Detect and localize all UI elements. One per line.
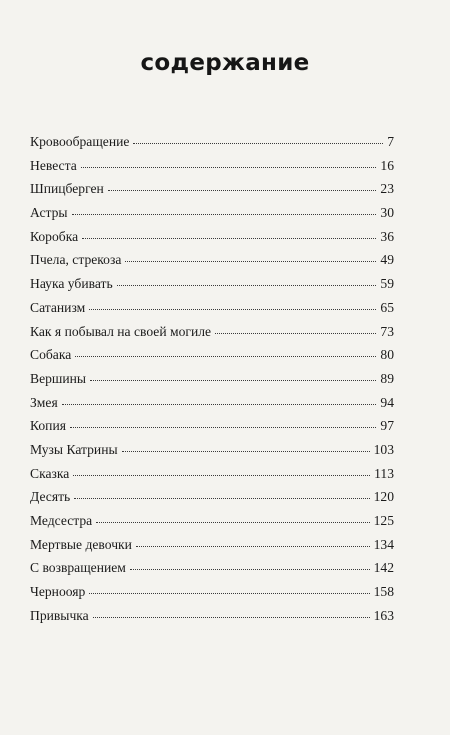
toc-entry-title: Привычка: [30, 607, 89, 623]
toc-entry-title: Музы Катрины: [30, 441, 118, 457]
toc-entry: [30, 371, 394, 395]
toc-entry-title: Змея: [30, 394, 58, 410]
toc-entry: [30, 205, 394, 229]
toc-entry-title: С возвращением: [30, 560, 126, 576]
dot-leader: [130, 568, 370, 570]
toc-entry: [30, 347, 394, 371]
toc-entry-title: Сказка: [30, 465, 70, 481]
table-of-contents: [30, 134, 394, 631]
toc-entry-title: Коробка: [30, 228, 79, 244]
toc-entry-title: Мертвые девочки: [30, 536, 132, 552]
toc-entry: [30, 134, 394, 158]
toc-entry-page-number: 158: [373, 584, 394, 600]
dot-leader: [96, 521, 369, 523]
dot-leader: [108, 189, 377, 191]
toc-entry-page-number: 80: [380, 347, 394, 363]
toc-entry: [30, 608, 394, 632]
dot-leader: [89, 592, 369, 594]
toc-entry-title: Копия: [30, 418, 66, 434]
toc-entry-title: Шпицберген: [30, 181, 104, 197]
toc-entry-title: Кровообращение: [30, 134, 130, 149]
dot-leader: [90, 379, 376, 381]
toc-entry-page-number: 7: [387, 134, 394, 149]
toc-entry: [30, 252, 394, 276]
dot-leader: [74, 497, 369, 499]
toc-entry: [30, 537, 394, 561]
toc-entry-title: Вершины: [30, 370, 87, 386]
page-title: содержание: [140, 50, 310, 76]
dot-leader: [133, 142, 383, 144]
toc-entry-title: Собака: [30, 347, 72, 363]
toc-entry: [30, 300, 394, 324]
toc-entry-page-number: 23: [380, 181, 394, 197]
toc-entry-title: Невеста: [30, 157, 77, 173]
toc-entry-page-number: 134: [373, 536, 394, 552]
toc-entry: [30, 395, 394, 419]
toc-entry-title: Пчела, стрекоза: [30, 252, 122, 268]
toc-entry: [30, 513, 394, 537]
toc-entry: [30, 324, 394, 348]
toc-entry: [30, 158, 394, 182]
toc-entry: [30, 181, 394, 205]
toc-entry-page-number: 16: [380, 157, 394, 173]
toc-entry-page-number: 65: [380, 299, 394, 315]
dot-leader: [70, 426, 376, 428]
dot-leader: [93, 616, 370, 618]
toc-entry-title: Как я побывал на своей могиле: [30, 323, 212, 339]
toc-entry-title: Сатанизм: [30, 299, 86, 315]
toc-entry-page-number: 120: [373, 489, 394, 505]
toc-entry: [30, 276, 394, 300]
dot-leader: [75, 355, 376, 357]
toc-entry-page-number: 94: [380, 394, 394, 410]
dot-leader: [72, 213, 377, 215]
toc-entry-title: Наука убивать: [30, 276, 113, 292]
toc-entry-page-number: 89: [380, 370, 394, 386]
toc-entry-title: Черноояр: [30, 584, 86, 600]
dot-leader: [117, 284, 377, 286]
toc-entry: [30, 418, 394, 442]
toc-entry-page-number: 49: [380, 252, 394, 268]
dot-leader: [89, 308, 376, 310]
toc-entry-page-number: 59: [380, 276, 394, 292]
toc-entry: [30, 466, 394, 490]
dot-leader: [136, 545, 370, 547]
toc-entry-page-number: 113: [374, 465, 394, 481]
toc-entry: [30, 560, 394, 584]
toc-entry-page-number: 125: [373, 513, 394, 528]
toc-entry-page-number: 36: [380, 228, 394, 244]
toc-entry-page-number: 97: [380, 418, 394, 434]
dot-leader: [215, 332, 376, 334]
toc-entry: [30, 229, 394, 253]
toc-entry-page-number: 30: [380, 205, 394, 221]
dot-leader: [82, 237, 376, 239]
toc-entry-page-number: 142: [373, 560, 394, 576]
toc-entry-page-number: 73: [380, 323, 394, 339]
toc-entry: [30, 584, 394, 608]
toc-entry-title: Десять: [30, 489, 71, 505]
dot-leader: [62, 403, 377, 405]
dot-leader: [122, 450, 370, 452]
dot-leader: [81, 166, 377, 168]
dot-leader: [73, 474, 370, 476]
toc-entry-title: Медсестра: [30, 513, 93, 528]
toc-entry: [30, 489, 394, 513]
dot-leader: [125, 260, 376, 262]
toc-entry-page-number: 103: [373, 441, 394, 457]
toc-entry-title: Астры: [30, 205, 68, 221]
toc-entry: [30, 442, 394, 466]
toc-entry-page-number: 163: [373, 607, 394, 623]
